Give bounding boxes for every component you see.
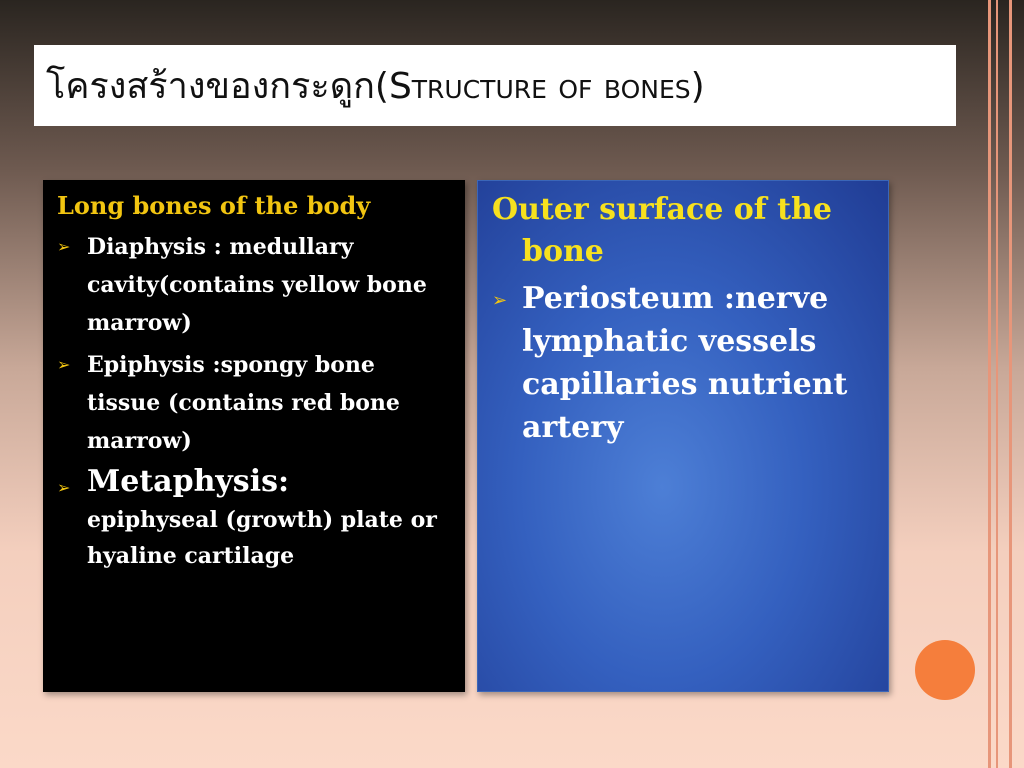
arrow-bullet-icon: ➢ [57, 478, 71, 497]
list-item-periosteum [492, 277, 876, 449]
outer-surface-panel [477, 180, 889, 692]
arrow-bullet-icon: ➢ [57, 355, 71, 374]
decorative-side-rails [984, 0, 1024, 768]
decorative-orange-circle [915, 640, 975, 700]
list-item-metaphysis [57, 464, 451, 574]
slide-title-english: Structure of bones [388, 66, 691, 107]
slide-title [46, 57, 705, 114]
arrow-bullet-icon: ➢ [492, 290, 508, 311]
outer-surface-heading: Outer surface of the bone [492, 192, 832, 269]
list-item-text: Diaphysis : medullary cavity(contains yellow bone marrow) [87, 234, 427, 336]
list-item-lead: Metaphysis: [87, 464, 290, 499]
side-rail-line [1009, 0, 1012, 768]
long-bones-panel [43, 180, 465, 692]
long-bones-heading: Long bones of the body [57, 191, 371, 220]
list-item-text: epiphyseal (growth) plate or hyaline cartilage [87, 507, 437, 569]
slide-title-thai: โครงสร้างของกระดูก( [46, 66, 389, 107]
title-box [34, 45, 956, 126]
list-item-epiphysis [57, 346, 451, 460]
arrow-bullet-icon: ➢ [57, 237, 71, 256]
outer-surface-list [492, 277, 876, 449]
list-item-text: Epiphysis :spongy bone tissue (contains red bone marrow) [87, 352, 400, 454]
list-item-text: Periosteum :nerve lymphatic vessels capillaries nutrient artery [522, 281, 848, 445]
side-rail-line [996, 0, 998, 768]
side-rail-line [988, 0, 991, 768]
slide-title-close: ) [690, 66, 705, 107]
list-item-diaphysis [57, 228, 451, 342]
long-bones-list [57, 228, 451, 574]
